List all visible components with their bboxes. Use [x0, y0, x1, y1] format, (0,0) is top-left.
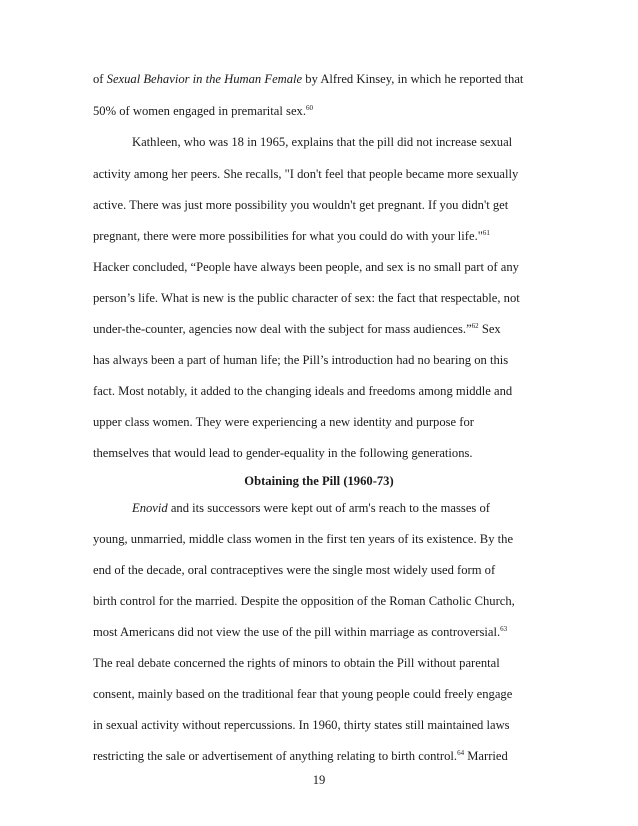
text-segment: and its successors were kept out of arm's reach to the masses of [167, 501, 490, 515]
text-segment: birth control for the married. Despite the opposition of the Roman Catholic Church, [93, 594, 515, 608]
body-line [93, 383, 553, 399]
text-segment: end of the decade, oral contraceptives were the single most widely used form of [93, 563, 496, 577]
text-segment: Hacker concluded, “People have always been people, and sex is no small part of any [93, 260, 519, 274]
section-heading [93, 473, 545, 489]
body-line [93, 352, 553, 368]
body-line [93, 624, 553, 640]
body-line [93, 321, 553, 337]
body-line [93, 531, 553, 547]
body-line [93, 290, 553, 306]
body-line [93, 655, 553, 671]
body-line [93, 717, 553, 733]
text-segment: activity among her peers. She recalls, "I don't feel that people became more sexually [93, 167, 519, 181]
footnote-marker: 63 [500, 625, 508, 633]
italic-title: Enovid [132, 501, 168, 515]
text-segment: themselves that would lead to gender-equality in the following generations. [93, 446, 473, 460]
text-segment: under-the-counter, agencies now deal with the subject for mass audiences.” [93, 322, 472, 336]
text-segment: 50% of women engaged in premarital sex. [93, 104, 306, 118]
text-segment: of [93, 72, 107, 86]
body-line [93, 414, 553, 430]
text-segment: restricting the sale or advertisement of anything relating to birth control. [93, 749, 458, 763]
body-line [93, 445, 553, 461]
footnote-marker: 60 [305, 104, 313, 112]
body-line [93, 228, 553, 244]
text-segment: fact. Most notably, it added to the changing ideals and freedoms among middle and [93, 384, 513, 398]
body-line [132, 500, 592, 516]
body-line [93, 166, 553, 182]
text-segment: active. There was just more possibility you wouldn't get pregnant. If you didn't get [93, 198, 509, 212]
text-segment: person’s life. What is new is the public character of sex: the fact that respectable, not [93, 291, 520, 305]
text-segment: Obtaining the Pill (1960-73) [244, 474, 394, 488]
text-segment: consent, mainly based on the traditional fear that young people could freely engage [93, 687, 513, 701]
footnote-marker: 64 [457, 749, 465, 757]
italic-title: Sexual Behavior in the Human Female [106, 72, 303, 86]
text-segment: upper class women. They were experiencing a new identity and purpose for [93, 415, 474, 429]
body-line [132, 134, 592, 150]
text-segment: Married [464, 749, 508, 763]
text-segment: young, unmarried, middle class women in the first ten years of its existence. By the [93, 532, 514, 546]
body-line [93, 197, 553, 213]
body-line [93, 748, 553, 764]
text-segment: The real debate concerned the rights of minors to obtain the Pill without parental [93, 656, 500, 670]
footnote-marker: 61 [482, 229, 490, 237]
text-segment: pregnant, there were more possibilities for what you could do with your life." [93, 229, 483, 243]
body-line [93, 562, 553, 578]
body-line [93, 103, 553, 119]
text-segment: Kathleen, who was 18 in 1965, explains that the pill did not increase sexual [132, 135, 513, 149]
text-segment: by Alfred Kinsey, in which he reported that [302, 72, 524, 86]
text-segment: most Americans did not view the use of the pill within marriage as controversial. [93, 625, 501, 639]
text-segment: Sex [478, 322, 501, 336]
body-line [93, 593, 553, 609]
text-segment: in sexual activity without repercussions. In 1960, thirty states still maintained laws [93, 718, 510, 732]
text-segment: has always been a part of human life; the Pill’s introduction had no bearing on this [93, 353, 509, 367]
footnote-marker: 62 [471, 322, 479, 330]
body-line [93, 71, 553, 87]
body-line [93, 686, 553, 702]
body-line [93, 259, 553, 275]
page-number: 19 [312, 773, 326, 787]
